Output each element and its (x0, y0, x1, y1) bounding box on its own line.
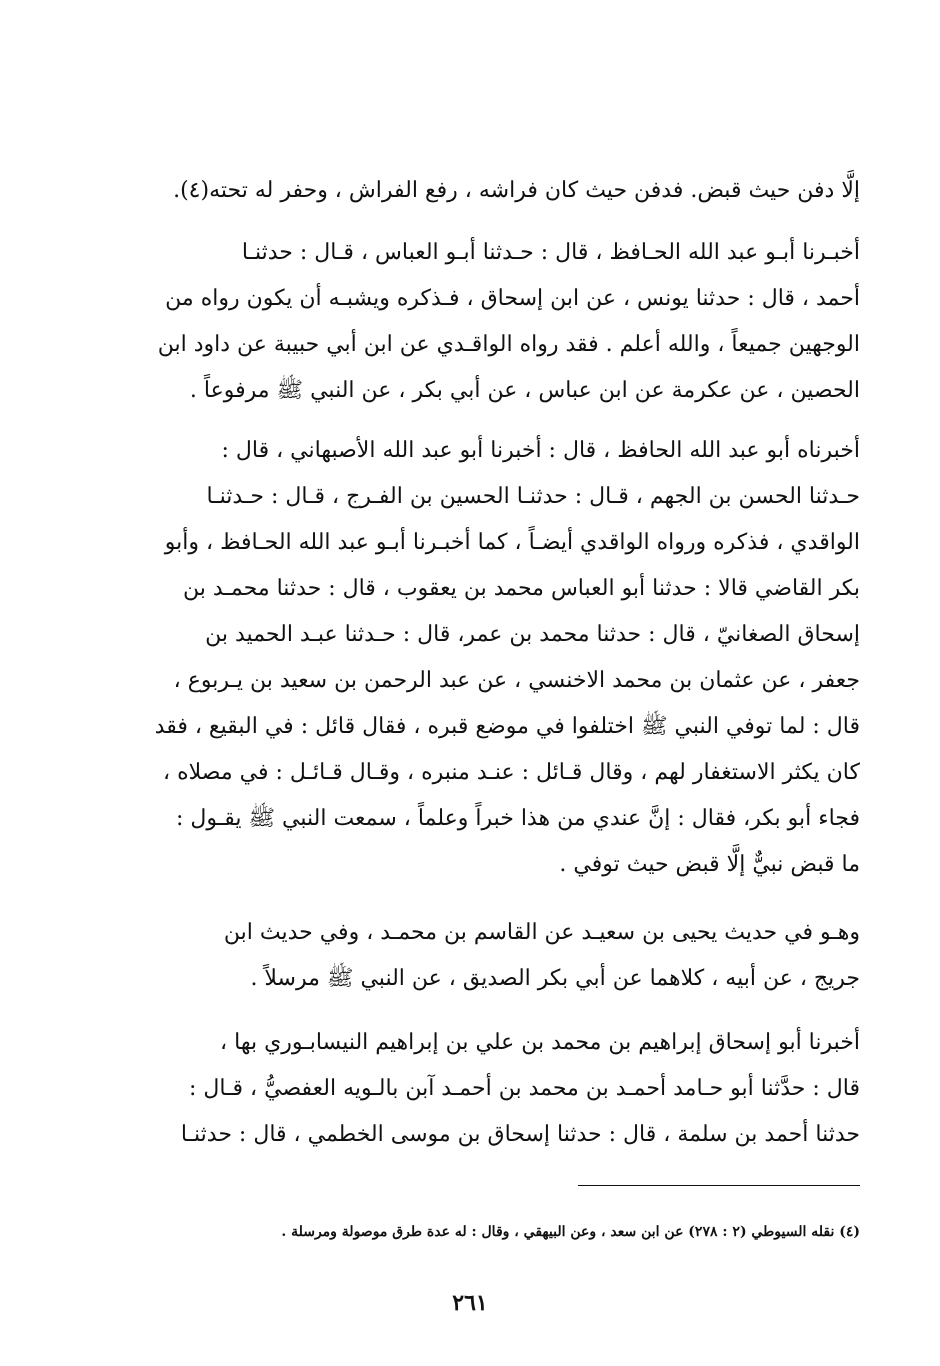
text-line: وهـو في حديث يحيى بن سعيـد عن القاسم بن محمـد ، وفي حديث ابن (223, 920, 860, 945)
text-line: الواقدي ، فذكره ورواه الواقدي أيضـاً ، كما أخبـرنا أبـو عبد الله الحـافظ ، وأبو (164, 530, 860, 555)
footnote-separator (578, 1185, 860, 1186)
text-line: الحصين ، عن عكرمة عن ابن عباس ، عن أبي بكر ، عن النبي ﷺ مرفوعاً . (189, 378, 860, 403)
text-line: جعفر ، عن عثمان بن محمد الاخنسي ، عن عبد الرحمن بن سعيد بن يـربوع ، (173, 668, 860, 693)
text-line: فجاء أبو بكر، فقال : إنَّ عندي من هذا خبراً وعلماً ، سمعت النبي ﷺ يقـول : (176, 806, 860, 831)
paragraph-5 (130, 1020, 860, 1158)
text-line: بكر القاضي قالا : حدثنا أبو العباس محمد بن يعقوب ، قال : حدثنا محمـد بن (183, 576, 860, 601)
text-line: جريج ، عن أبيه ، كلاهما عن أبي بكر الصديق ، عن النبي ﷺ مرسلاً . (250, 966, 860, 991)
text-line: حدثنا أحمد بن سلمة ، قال : حدثنا إسحاق بن موسى الخطمي ، قال : حدثنـا (180, 1122, 860, 1147)
text-line: قال : لما توفي النبي ﷺ اختلفوا في موضع قبره ، فقال قائل : في البقيع ، فقد (154, 714, 860, 739)
paragraph-1 (130, 168, 860, 214)
text-line: إلَّا دفن حيث قبض. فدفن حيث كان فراشه ، رفع الفراش ، وحفر له تحته(٤). (173, 178, 860, 203)
text-line: أخبـرنا أبـو عبد الله الحـافظ ، قال : حـدثنا أبـو العباس ، قـال : حدثنـا (241, 240, 860, 265)
footnote: (٤) نقله السيوطي (٢ : ٢٧٨) عن ابن سعد ، وعن البيهقي ، وقال : له عدة طرق موصولة ومرسلة . (281, 1224, 860, 1240)
paragraph-2 (130, 230, 860, 414)
paragraph-3 (130, 428, 860, 888)
text-line: حـدثنا الحسن بن الجهم ، قـال : حدثنـا الحسين بن الفـرج ، قـال : حـدثنـا (206, 484, 860, 509)
text-line: قال : حدَّثنا أبو حـامد أحمـد بن محمد بن أحمـد آبن بالـويه العفصيُّ ، قـال : (188, 1076, 860, 1101)
text-line: ما قبض نبيٌّ إلَّا قبض حيث توفي . (559, 852, 860, 877)
paragraph-4 (130, 910, 860, 1002)
text-line: أخبرنا أبو إسحاق إبراهيم بن محمد بن علي بن إبراهيم النيسابـوري بها ، (220, 1030, 860, 1055)
text-line: إسحاق الصغانيّ ، قال : حدثنا محمد بن عمر، قال : حـدثنا عبـد الحميد بن (205, 622, 860, 647)
text-line: الوجهين جميعاً ، والله أعلم . فقد رواه الواقـدي عن ابن أبي حبيبة عن داود ابن (157, 332, 860, 357)
text-line: كان يكثر الاستغفار لهم ، وقال قـائل : عنـد منبره ، وقـال قـائـل : في مصلاه ، (163, 760, 860, 785)
text-line: أحمد ، قال : حدثنا يونس ، عن ابن إسحاق ، فـذكره ويشبـه أن يكون رواه من (165, 286, 860, 311)
page-number: ٢٦١ (452, 1290, 488, 1316)
text-line: أخبرناه أبو عبد الله الحافظ ، قال : أخبرنا أبو عبد الله الأصبهاني ، قال : (221, 438, 860, 463)
